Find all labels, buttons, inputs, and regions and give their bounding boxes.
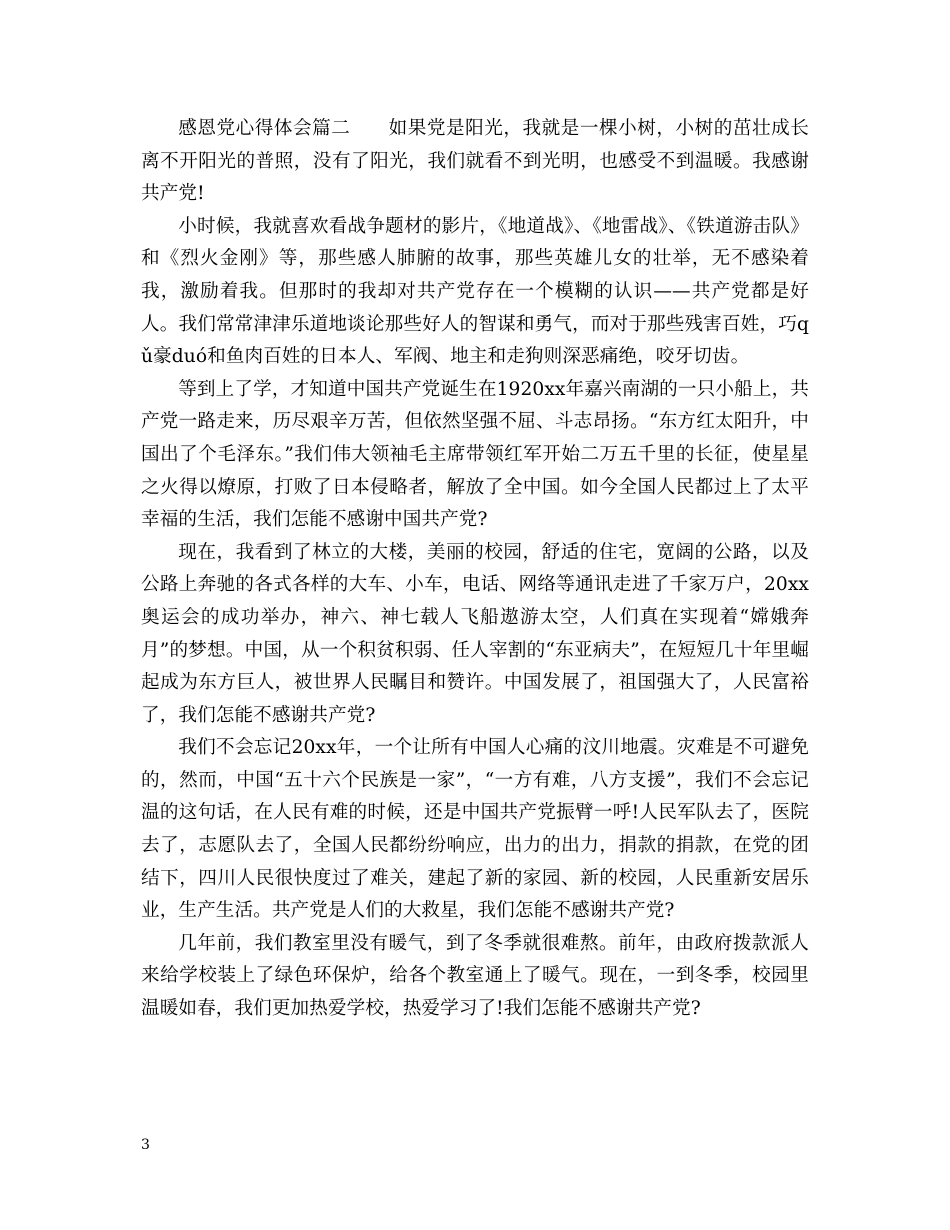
document-body	[141, 113, 809, 1026]
paragraph-6: 几年前，我们教室里没有暖气，到了冬季就很难熬。前年，由政府拨款派人来给学校装上了绿色环保炉，给各个教室通上了暖气。现在，一到冬季，校园里温暖如春，我们更加热爱学校，热爱学习了!我们怎能不感谢共产党?	[141, 932, 809, 1020]
paragraph-3: 等到上了学，才知道中国共产党诞生在1920xx年嘉兴南湖的一只小船上，共产党一路走来，历尽艰辛万苦，但依然坚强不屈、斗志昂扬。“东方红太阳升，中国出了个毛泽东。”我们伟大领袖毛主席带领红军开始二万五千里的长征，使星星之火得以燎原，打败了日本侵略者，解放了全中国。如今全国人民都过上了太平幸福的生活，我们怎能不感谢中国共产党?	[141, 378, 809, 531]
paragraph-2: 小时候，我就喜欢看战争题材的影片，《地道战》、《地雷战》、《铁道游击队》和《烈火金刚》等，那些感人肺腑的故事，那些英雄儿女的壮举，无不感染着我，激励着我。但那时的我却对共产党存在一个模糊的认识——共产党都是好人。我们常常津津乐道地谈论那些好人的智谋和勇气，而对于那些残害百姓，巧qǔ豪duó和鱼肉百姓的日本人、军阀、地主和走狗则深恶痛绝，咬牙切齿。	[141, 215, 809, 368]
paragraph-4: 现在，我看到了林立的大楼，美丽的校园，舒适的住宅，宽阔的公路，以及公路上奔驰的各式各样的大车、小车，电话、网络等通讯走进了千家万户，20xx奥运会的成功举办，神六、神七载人飞船遨游太空，人们真在实现着“嫦娥奔月”的梦想。中国，从一个积贫积弱、任人宰割的“东亚病夫”，在短短几十年里崛起成为东方巨人，被世界人民瞩目和赞许。中国发展了，祖国强大了，人民富裕了，我们怎能不感谢共产党?	[141, 541, 809, 726]
page-number: 3	[141, 1137, 150, 1153]
paragraph-5: 我们不会忘记20xx年，一个让所有中国人心痛的汶川地震。灾难是不可避免的，然而，中国“五十六个民族是一家”，“一方有难，八方支援”，我们不会忘记温的这句话，在人民有难的时候，还是中国共产党振臂一呼!人民军队去了，医院去了，志愿队去了，全国人民都纷纷响应，出力的出力，捐款的捐款，在党的团结下，四川人民很快度过了难关，建起了新的家园、新的校园，人民重新安居乐业，生产生活。共产党是人们的大救星，我们怎能不感谢共产党?	[141, 737, 809, 922]
paragraph-1: 感恩党心得体会篇二 如果党是阳光，我就是一棵小树，小树的茁壮成长离不开阳光的普照，没有了阳光，我们就看不到光明，也感受不到温暖。我感谢共产党!	[141, 118, 809, 205]
